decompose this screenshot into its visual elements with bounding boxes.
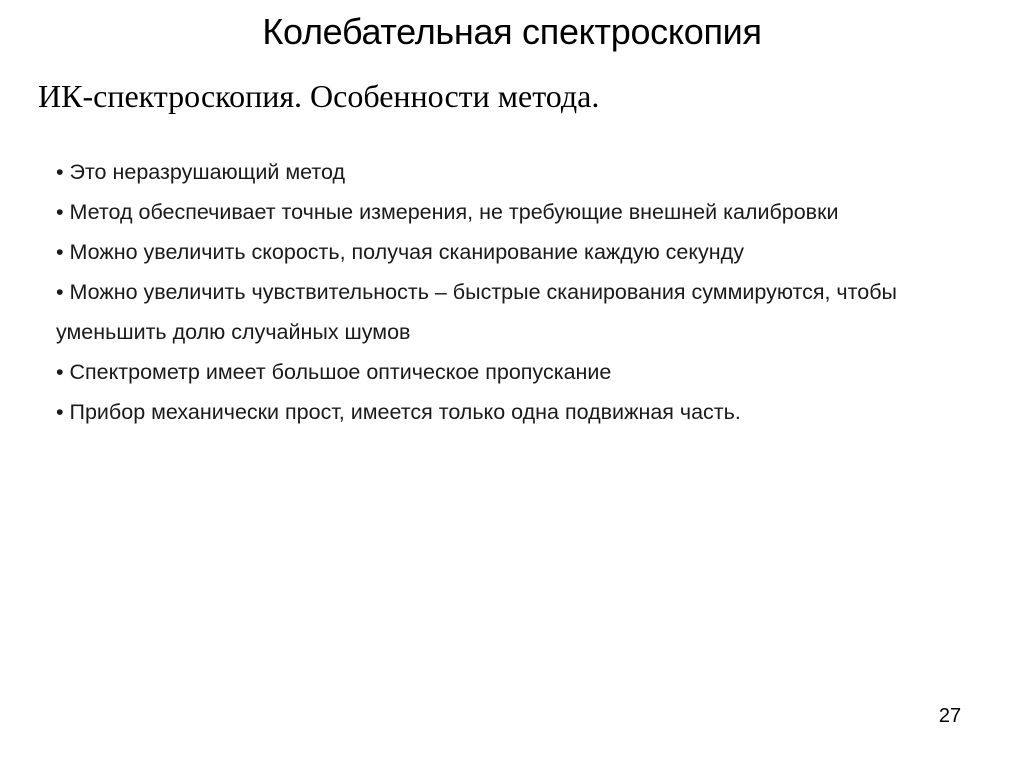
page-number: 27	[938, 705, 962, 727]
bullet-item: • Метод обеспечивает точные измерения, не требующие внешней калибровки	[56, 200, 839, 224]
slide-subtitle: ИК-спектроскопия. Особенности метода.	[38, 78, 600, 114]
slide-title: Колебательная спектроскопия	[262, 11, 762, 52]
bullet-item: • Спектрометр имеет большое оптическое пропускание	[56, 360, 612, 384]
bullet-item: • Прибор механически прост, имеется только одна подвижная часть.	[56, 400, 741, 424]
bullet-item: • Можно увеличить чувствительность – быстрые сканирования суммируются, чтобы уменьшить долю случайных шумов	[56, 280, 897, 344]
bullet-list	[56, 152, 936, 432]
bullet-item: • Можно увеличить скорость, получая сканирование каждую секунду	[56, 240, 744, 264]
bullet-item: • Это неразрушающий метод	[56, 160, 345, 184]
